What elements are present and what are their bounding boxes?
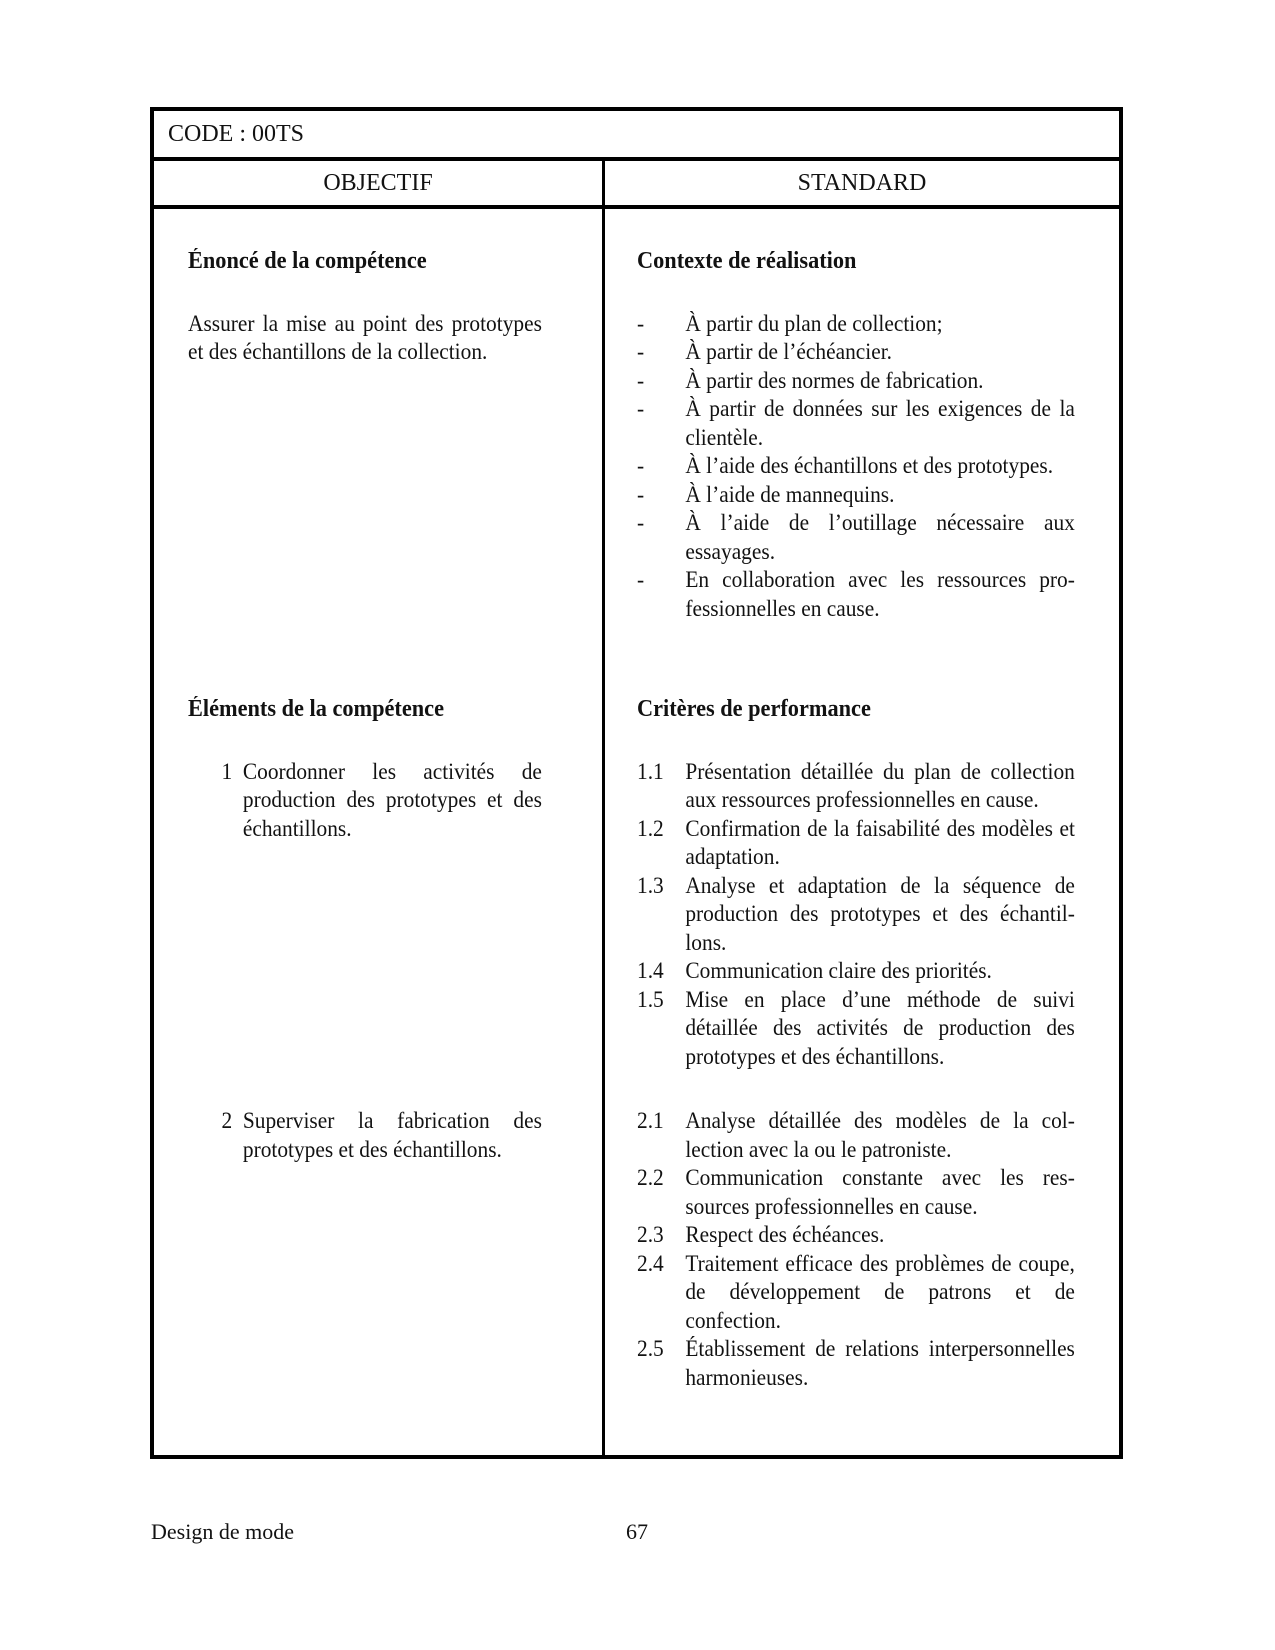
- table-body: [154, 209, 1119, 1455]
- critere-item: [637, 758, 1075, 815]
- critere-number: 1.2: [637, 815, 664, 841]
- contexte-item: [637, 395, 1075, 452]
- critere-text: Communication claire des priorités.: [685, 958, 992, 983]
- footer-title: Design de mode: [151, 1519, 294, 1544]
- column-header-row: [154, 161, 1119, 209]
- elements-cell: [154, 623, 602, 1071]
- element-number: 2: [221, 1108, 233, 1133]
- critere-number: 1.5: [637, 986, 664, 1012]
- critere-item: [637, 957, 1075, 986]
- critere-item: [637, 815, 1075, 872]
- column-header-objectif: OBJECTIF: [154, 161, 605, 205]
- critere-text: Traitement efficace des problèmes de coupe, de développement de patrons et de confection.: [685, 1250, 1075, 1333]
- dash-marker: -: [637, 481, 645, 507]
- critere-number: 2.5: [637, 1336, 664, 1361]
- competency-table: [150, 107, 1123, 1459]
- criteres-list-1: [637, 758, 1075, 1072]
- critere-item: [637, 1107, 1075, 1164]
- criteres-list-2: [637, 1107, 1075, 1392]
- code-row: [154, 111, 1119, 161]
- critere-item: [637, 1221, 1075, 1250]
- code-label: CODE : 00TS: [168, 120, 305, 147]
- criteres-cell: [605, 623, 1119, 1071]
- contexte-cell: [605, 209, 1119, 623]
- critere-text: Respect des échéances.: [685, 1222, 885, 1247]
- element-text: Coordonner les activités de production des prototypes et des échantillons.: [242, 758, 542, 841]
- critere-number: 2.1: [637, 1108, 664, 1133]
- contexte-item-text: À partir du plan de collection;: [685, 310, 943, 336]
- critere-item: [637, 1164, 1075, 1221]
- dash-marker: -: [637, 339, 645, 364]
- contexte-item-text: À l’aide de mannequins.: [685, 481, 895, 507]
- critere-item: [637, 1250, 1075, 1336]
- element-item: [188, 758, 542, 844]
- criteres-cell-2: [605, 1071, 1119, 1455]
- contexte-item-text: À partir de l’échéancier.: [685, 339, 893, 364]
- contexte-item-text: À partir des normes de fabrication.: [685, 367, 984, 393]
- elements-heading: Éléments de la compétence: [188, 696, 444, 722]
- dash-marker: -: [637, 510, 645, 535]
- criteres-heading: Critères de performance: [637, 696, 871, 722]
- critere-text: Mise en place d’une méthode de suivi détaillée des activités de production des prototypes et des échantillons.: [685, 986, 1075, 1069]
- critere-text: Analyse et adaptation de la séquence de production des prototypes et des échantillons.: [685, 872, 1075, 955]
- contexte-item-text: À l’aide de l’outillage nécessaire aux essayages.: [685, 510, 1075, 564]
- dash-marker: -: [637, 367, 645, 393]
- contexte-item: [637, 481, 1075, 510]
- elements-cell-2: [154, 1071, 602, 1455]
- contexte-item-text: À l’aide des échantillons et des prototypes.: [685, 453, 1054, 478]
- dash-marker: -: [637, 310, 645, 336]
- critere-text: Analyse détaillée des modèles de la collection avec la ou le patroniste.: [685, 1108, 1075, 1162]
- contexte-item: [637, 310, 1075, 339]
- element-number: 1: [221, 758, 233, 784]
- contexte-item-text: À partir de données sur les exigences de la clientèle.: [685, 396, 1075, 450]
- critere-item: [637, 1335, 1075, 1392]
- contexte-item-text: En collaboration avec les ressources professionnelles en cause.: [685, 567, 1075, 621]
- dash-marker: -: [637, 396, 645, 421]
- contexte-list: [637, 310, 1075, 624]
- enonce-heading: Énoncé de la compétence: [188, 248, 427, 274]
- critere-text: Établissement de relations interpersonnelles harmonieuses.: [685, 1336, 1075, 1390]
- critere-text: Présentation détaillée du plan de collection aux ressources professionnelles en cause.: [685, 758, 1075, 812]
- column-header-standard: STANDARD: [797, 169, 927, 196]
- critere-text: Communication constante avec les ressources professionnelles en cause.: [685, 1165, 1075, 1219]
- contexte-item: [637, 566, 1075, 623]
- dash-marker: -: [637, 453, 645, 478]
- enonce-text: Assurer la mise au point des prototypes et des échantillons de la collection.: [188, 310, 542, 364]
- critere-number: 2.3: [637, 1222, 664, 1247]
- critere-number: 1.3: [637, 872, 664, 898]
- contexte-item: [637, 452, 1075, 481]
- critere-number: 1.1: [637, 758, 664, 784]
- critere-number: 1.4: [637, 958, 664, 983]
- critere-item: [637, 872, 1075, 958]
- element-item: [188, 1107, 542, 1164]
- elements-list: [188, 758, 542, 844]
- contexte-item: [637, 367, 1075, 396]
- critere-text: Confirmation de la faisabilité des modèles et adaptation.: [685, 815, 1075, 869]
- critere-number: 2.2: [637, 1165, 664, 1190]
- enonce-cell: [154, 209, 602, 623]
- critere-number: 2.4: [637, 1250, 664, 1276]
- contexte-heading: Contexte de réalisation: [637, 248, 857, 274]
- element-text: Superviser la fabrication des prototypes et des échantillons.: [242, 1108, 542, 1162]
- dash-marker: -: [637, 567, 645, 592]
- contexte-item: [637, 338, 1075, 367]
- footer-page-number: 67: [626, 1519, 648, 1544]
- contexte-item: [637, 509, 1075, 566]
- elements-list-2: [188, 1107, 542, 1164]
- critere-item: [637, 986, 1075, 1072]
